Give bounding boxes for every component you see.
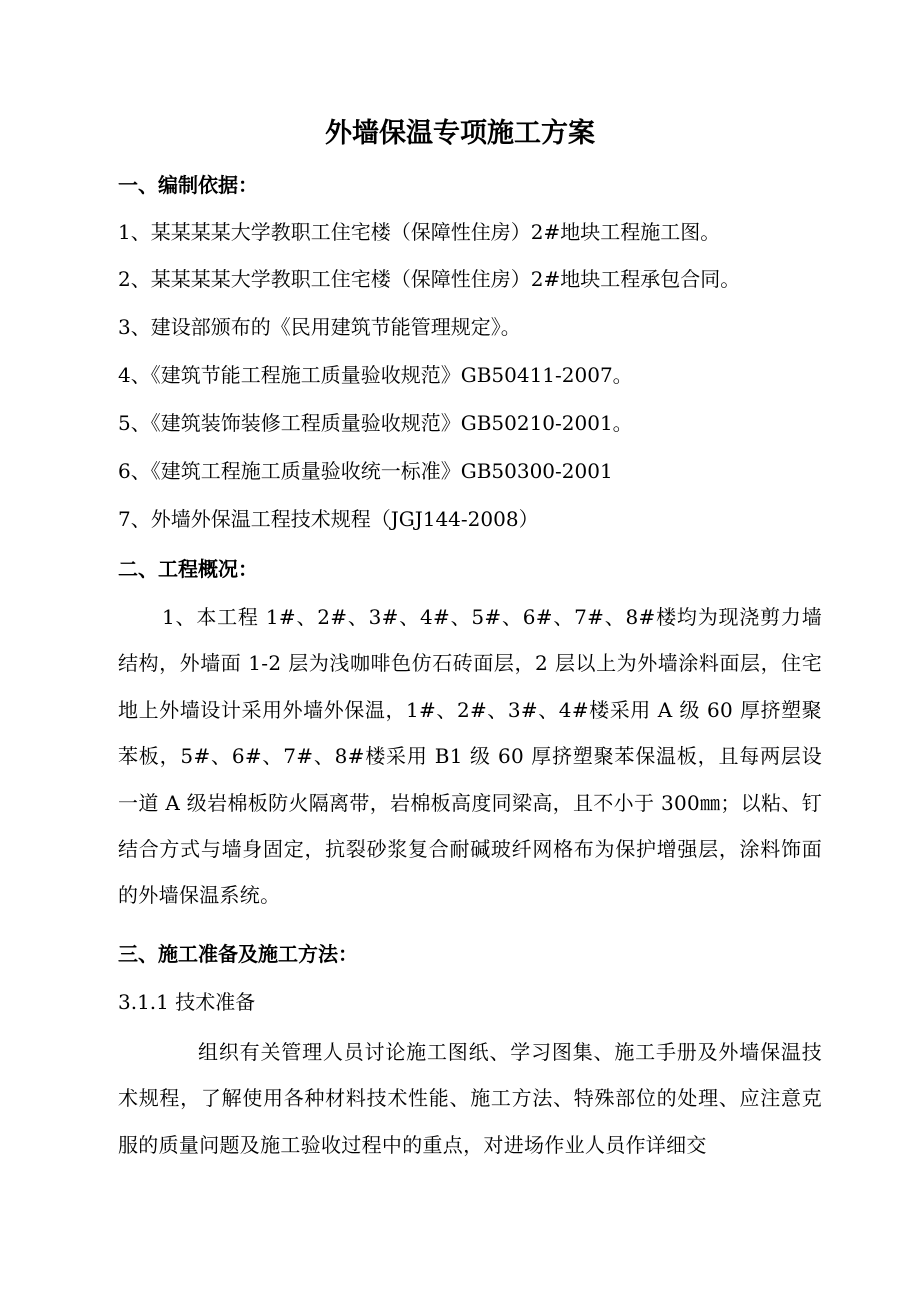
basis-item-2: 2、某某某某大学教职工住宅楼（保障性住房）2#地块工程承包合同。	[118, 267, 741, 291]
basis-item-1: 1、某某某某大学教职工住宅楼（保障性住房）2#地块工程施工图。	[118, 220, 721, 244]
technical-preparation-paragraph: 组织有关管理人员讨论施工图纸、学习图集、施工手册及外墙保温技术规程，了解使用各种材料技术性能、施工方法、特殊部位的处理、应注意克服的质量问题及施工验收过程中的重点，对进场作业人员作详细交	[118, 1040, 822, 1157]
section-heading-basis: 一、编制依据：	[118, 173, 258, 197]
document-title: 外墙保温专项施工方案	[325, 118, 595, 149]
overview-paragraph: 1、本工程 1#、2#、3#、4#、5#、6#、7#、8#楼均为现浇剪力墙结构，外墙面 1-2 层为浅咖啡色仿石砖面层，2 层以上为外墙涂料面层，住宅地上外墙设计采用外墙外保温，1#、2#、3#、4#楼采用 A 级 60 厚挤塑聚苯板，5#、6#、7#、8#楼采用 B1 级 60 厚挤塑聚苯保温板，且每两层设一道 A 级岩棉板防火隔离带，岩棉板高度同梁高，且不小于 300㎜；以粘、钉结合方式与墙身固定，抗裂砂浆复合耐碱玻纤网格布为保护增强层，涂料饰面的外墙保温系统。	[118, 605, 822, 908]
subheading-technical-preparation: 3.1.1 技术准备	[118, 990, 256, 1014]
section-heading-preparation: 三、施工准备及施工方法：	[118, 942, 358, 966]
basis-item-5: 5、《建筑装饰装修工程质量验收规范》GB50210-2001。	[118, 411, 633, 435]
basis-item-4: 4、《建筑节能工程施工质量验收规范》GB50411-2007。	[118, 363, 633, 387]
basis-item-7: 7、外墙外保温工程技术规程（JGJ144-2008）	[118, 507, 539, 531]
section-heading-overview: 二、工程概况：	[118, 557, 258, 581]
basis-item-6: 6、《建筑工程施工质量验收统一标准》GB50300-2001	[118, 459, 613, 483]
basis-item-3: 3、建设部颁布的《民用建筑节能管理规定》。	[118, 315, 521, 339]
